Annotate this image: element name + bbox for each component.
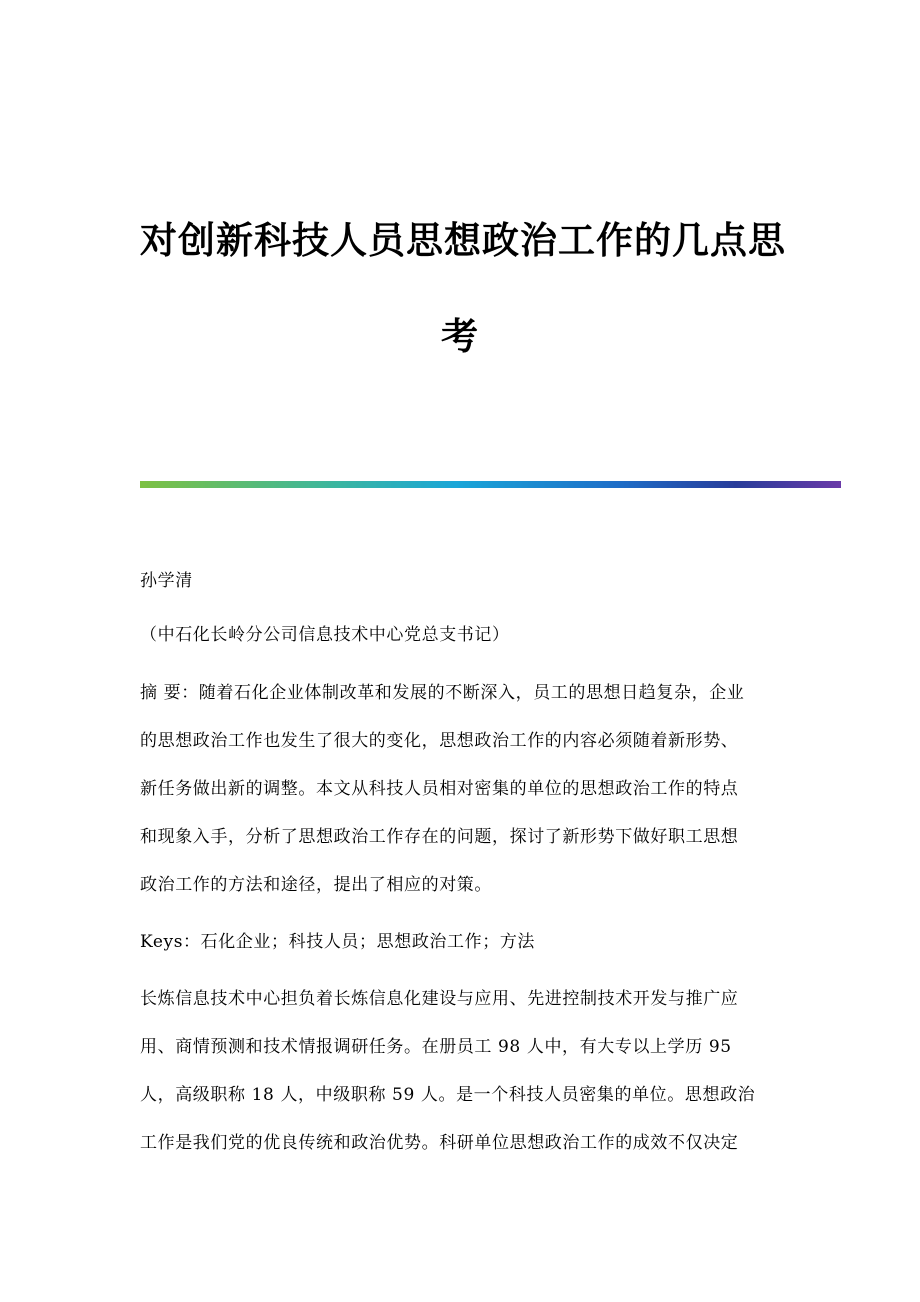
body-paragraph-line: 用、商情预测和技术情报调研任务。在册员工 98 人中，有大专以上学历 95 <box>140 1037 732 1057</box>
abstract-line: 新任务做出新的调整。本文从科技人员相对密集的单位的思想政治工作的特点 <box>140 779 739 799</box>
abstract-line: 摘 要：随着石化企业体制改革和发展的不断深入，员工的思想日趋复杂，企业 <box>140 683 745 703</box>
body-paragraph-line: 人，高级职称 18 人，中级职称 59 人。是一个科技人员密集的单位。思想政治 <box>140 1085 756 1105</box>
abstract-line: 政治工作的方法和途径，提出了相应的对策。 <box>140 875 492 895</box>
document-title-line-1: 对创新科技人员思想政治工作的几点思 <box>140 218 786 262</box>
abstract-line: 的思想政治工作也发生了很大的变化，思想政治工作的内容必须随着新形势、 <box>140 731 739 751</box>
body-paragraph-line: 长炼信息技术中心担负着长炼信息化建设与应用、先进控制技术开发与推广应 <box>140 989 739 1009</box>
body-paragraph-line: 工作是我们党的优良传统和政治优势。科研单位思想政治工作的成效不仅决定 <box>140 1133 739 1153</box>
abstract-line: 和现象入手，分析了思想政治工作存在的问题，探讨了新形势下做好职工思想 <box>140 827 739 847</box>
keywords-line: Keys：石化企业；科技人员；思想政治工作；方法 <box>140 932 536 952</box>
gradient-divider <box>140 481 841 488</box>
author-affiliation: （中石化长岭分公司信息技术中心党总支书记） <box>140 625 510 645</box>
author-name: 孙学清 <box>140 571 193 591</box>
document-title-line-2: 考 <box>441 314 479 358</box>
